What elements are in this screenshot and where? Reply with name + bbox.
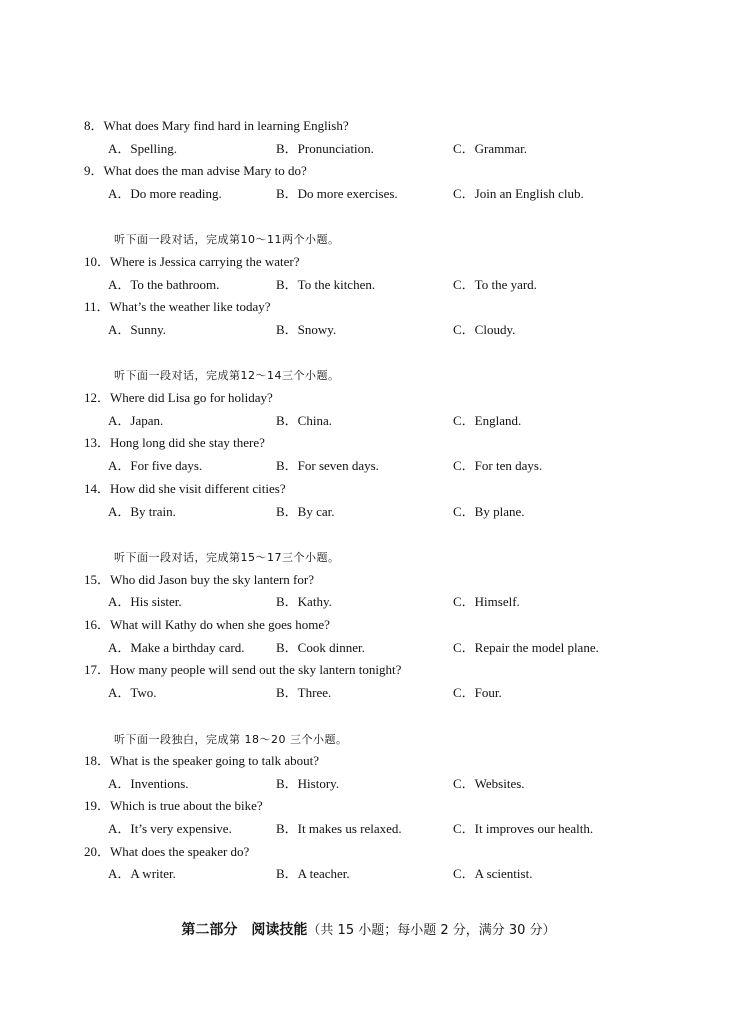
- option-a: A．Japan.: [108, 413, 164, 428]
- options-11: [108, 322, 668, 338]
- options-10: [108, 277, 668, 293]
- option-c: C．For ten days.: [453, 458, 543, 473]
- question-8: 8．What does Mary find hard in learning English?: [84, 118, 349, 133]
- section-heading: [0, 920, 737, 941]
- option-b: B．To the kitchen.: [276, 277, 376, 292]
- question-18: 18．What is the speaker going to talk about?: [84, 753, 320, 768]
- option-c: C．It improves our health.: [453, 821, 594, 836]
- options-16: [108, 640, 668, 656]
- question-12: 12．Where did Lisa go for holiday?: [84, 390, 273, 405]
- option-b: B．By car.: [276, 504, 335, 519]
- option-c: C．By plane.: [453, 504, 525, 519]
- listening-instruction: 听下面一段对话，完成第10～11两个小题。: [114, 233, 340, 246]
- option-a: A．His sister.: [108, 594, 182, 609]
- options-18: [108, 776, 668, 792]
- question-9: 9．What does the man advise Mary to do?: [84, 163, 307, 178]
- question-17: 17．How many people will send out the sky lantern tonight?: [84, 662, 402, 677]
- options-12: [108, 413, 668, 429]
- option-c: C．Four.: [453, 685, 502, 700]
- option-a: A．A writer.: [108, 866, 176, 881]
- option-a: A．Make a birthday card.: [108, 640, 245, 655]
- question-13: 13．Hong long did she stay there?: [84, 435, 265, 450]
- options-17: [108, 685, 668, 701]
- options-20: [108, 866, 668, 882]
- option-c: C．Join an English club.: [453, 186, 584, 201]
- option-b: B．Snowy.: [276, 322, 337, 337]
- listening-instruction: 听下面一段对话，完成第12～14三个小题。: [114, 369, 340, 382]
- listening-instruction: 听下面一段独白，完成第 18～20 三个小题。: [114, 733, 348, 746]
- option-c: C．Himself.: [453, 594, 520, 609]
- option-a: A．Two.: [108, 685, 157, 700]
- section-note: （共 15 小题；每小题 2 分，满分 30 分）: [307, 923, 556, 938]
- option-a: A．To the bathroom.: [108, 277, 220, 292]
- option-a: A．Spelling.: [108, 141, 177, 156]
- options-19: [108, 821, 668, 837]
- option-b: B．Pronunciation.: [276, 141, 374, 156]
- option-c: C．To the yard.: [453, 277, 537, 292]
- option-c: C．Websites.: [453, 776, 525, 791]
- option-b: B．Cook dinner.: [276, 640, 365, 655]
- options-15: [108, 594, 668, 610]
- option-a: A．It’s very expensive.: [108, 821, 232, 836]
- option-c: C．England.: [453, 413, 522, 428]
- option-b: B．It makes us relaxed.: [276, 821, 402, 836]
- option-a: A．For five days.: [108, 458, 203, 473]
- option-b: B．History.: [276, 776, 340, 791]
- options-13: [108, 458, 668, 474]
- question-14: 14．How did she visit different cities?: [84, 481, 286, 496]
- option-c: C．Grammar.: [453, 141, 528, 156]
- listening-instruction: 听下面一段对话，完成第15～17三个小题。: [114, 551, 340, 564]
- question-11: 11．What’s the weather like today?: [84, 299, 271, 314]
- options-8: [108, 141, 668, 157]
- section-title: 第二部分 阅读技能: [181, 922, 308, 938]
- option-c: C．Repair the model plane.: [453, 640, 599, 655]
- option-a: A．Sunny.: [108, 322, 167, 337]
- question-19: 19．Which is true about the bike?: [84, 798, 263, 813]
- option-b: B．For seven days.: [276, 458, 379, 473]
- option-a: A．Do more reading.: [108, 186, 222, 201]
- option-b: B．Do more exercises.: [276, 186, 398, 201]
- option-a: A．Inventions.: [108, 776, 189, 791]
- option-c: C．Cloudy.: [453, 322, 516, 337]
- question-15: 15．Who did Jason buy the sky lantern for?: [84, 572, 314, 587]
- option-b: B．Three.: [276, 685, 332, 700]
- option-c: C．A scientist.: [453, 866, 533, 881]
- option-a: A．By train.: [108, 504, 176, 519]
- question-10: 10．Where is Jessica carrying the water?: [84, 254, 300, 269]
- question-20: 20．What does the speaker do?: [84, 844, 250, 859]
- option-b: B．A teacher.: [276, 866, 350, 881]
- option-b: B．China.: [276, 413, 332, 428]
- options-9: [108, 186, 668, 202]
- question-16: 16．What will Kathy do when she goes home?: [84, 617, 330, 632]
- option-b: B．Kathy.: [276, 594, 332, 609]
- options-14: [108, 504, 668, 520]
